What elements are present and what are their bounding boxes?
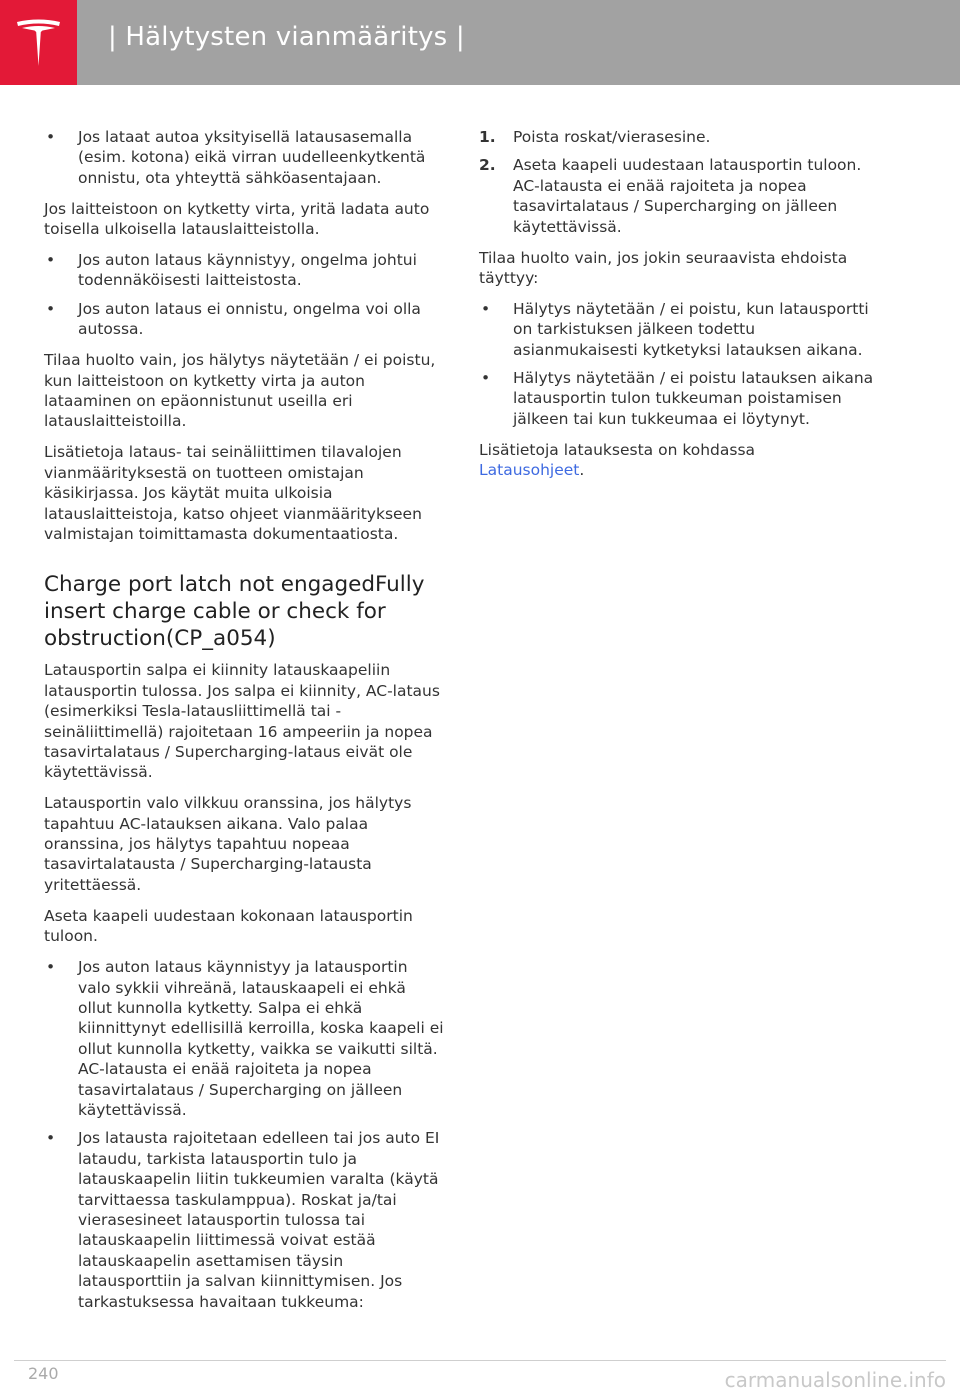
left-column: [44, 127, 444, 1323]
list-item: • Hälytys näytetään / ei poistu latauksen aikana latausportin tulon tukkeuman poistamisen jälkeen tai kun tukkeumaa ei löytynyt.: [479, 368, 879, 429]
step-text: Aseta kaapeli uudestaan latausportin tuloon. AC-latausta ei enää rajoiteta ja nopea tasavirtalataus / Supercharging on jälleen käytettävissä.: [513, 156, 862, 236]
step-item: [479, 127, 879, 147]
paragraph: Tilaa huolto vain, jos hälytys näytetään / ei poistu, kun laitteistoon on kytketty virta ja auton lataaminen on epäonnistunut useilla eri latauslaitteistoilla.: [44, 351, 436, 431]
bullet-list: [44, 957, 444, 1312]
list-item: • Hälytys näytetään / ei poistu, kun latausportti on tarkistuksen jälkeen todettu asianmukaisesti kytketyksi latauksen aikana.: [479, 299, 879, 360]
bullet-list: [44, 250, 444, 340]
footer-divider: [14, 1360, 946, 1361]
tesla-logo-icon: [15, 18, 62, 68]
section-heading: Charge port latch not engagedFully insert charge cable or check for obstruction(CP_a054): [44, 572, 425, 652]
paragraph: Tilaa huolto vain, jos jokin seuraavista ehdoista täyttyy:: [479, 248, 848, 287]
list-item: • Jos auton lataus ei onnistu, ongelma voi olla autossa.: [44, 299, 444, 340]
tesla-logo-box: [0, 0, 77, 85]
header-bar: [0, 0, 960, 85]
watermark: carmanualsonline.info: [724, 1368, 946, 1392]
paragraph: Jos laitteistoon on kytketty virta, yritä ladata auto toisella ulkoisella latauslaitteistolla.: [44, 199, 430, 239]
paragraph: Latausportin valo vilkkuu oranssina, jos hälytys tapahtuu AC-latauksen aikana. Valo palaa oranssina, jos hälytys tapahtuu nopeaa tasavirtalatausta / Supercharging-latausta yritettäessä.: [44, 794, 412, 894]
step-item: [479, 155, 879, 237]
step-number: 2.: [479, 156, 496, 175]
paragraph-with-link: [479, 440, 879, 481]
paragraph: Aseta kaapeli uudestaan kokonaan latausportin tuloon.: [44, 906, 413, 946]
paragraph: Lisätietoja lataus- tai seinäliittimen tilavalojen vianmäärityksestä on tuotteen omistajan käsikirjassa. Jos käytät muita ulkoisia latauslaitteistoja, katso ohjeet vianmääritykseen valmistajan toimittamasta dokumentaatiosta.: [44, 443, 422, 543]
paragraph: Latausportin salpa ei kiinnity latauskaapeliin latausportin tulossa. Jos salpa ei kiinnity, AC-lataus (esimerkiksi Tesla-latausliittimellä tai -seinäliittimellä) rajoitetaan 16 ampeeriin ja nopea tasavirtalataus / Supercharging-lataus eivät ole käytettävissä.: [44, 661, 440, 782]
bullet-list: [479, 299, 879, 429]
list-item: • Jos auton lataus käynnistyy, ongelma johtui todennäköisesti laitteistosta.: [44, 250, 444, 291]
page-number: 240: [28, 1364, 59, 1383]
step-text: Poista roskat/vierasesine.: [513, 128, 711, 146]
list-item: • Jos latausta rajoitetaan edelleen tai jos auto EI lataudu, tarkista latausportin tulo ja latauskaapelin liitin tukkeumien varalta (käytä tarvittaessa taskulamppua). Roskat ja/tai vierasesineet latausportin tulossa tai latauskaapelin liittimessä voivat estää latauskaapelin asettamisen täysin latausporttiin ja salvan kiinnittymisen. Jos tarkastuksessa havaitaan tukkeuma:: [44, 1128, 444, 1312]
right-column: [479, 127, 879, 491]
charging-instructions-link[interactable]: Latausohjeet: [479, 461, 580, 480]
link-suffix: .: [579, 461, 585, 480]
page-title: | Hälytysten vianmääritys |: [108, 22, 465, 52]
step-number: 1.: [479, 128, 496, 146]
bullet-list-top: [44, 127, 444, 188]
link-prefix: Lisätietoja latauksesta on kohdassa: [479, 440, 756, 459]
list-item: • Jos lataat autoa yksityisellä latausasemalla (esim. kotona) eikä virran uudelleenkytkentä onnistu, ota yhteyttä sähköasentajaan.: [44, 127, 444, 188]
numbered-steps: [479, 127, 879, 237]
list-item: • Jos auton lataus käynnistyy ja latausportin valo sykkii vihreänä, latauskaapeli ei ehkä ollut kunnolla kytketty. Salpa ei ehkä kiinnittynyt edellisillä kerroilla, koska kaapeli ei ollut kunnolla kytketty, vaikka se vaikutti siltä. AC-latausta ei enää rajoiteta ja nopea tasavirtalataus / Supercharging on jälleen käytettävissä.: [44, 957, 444, 1120]
